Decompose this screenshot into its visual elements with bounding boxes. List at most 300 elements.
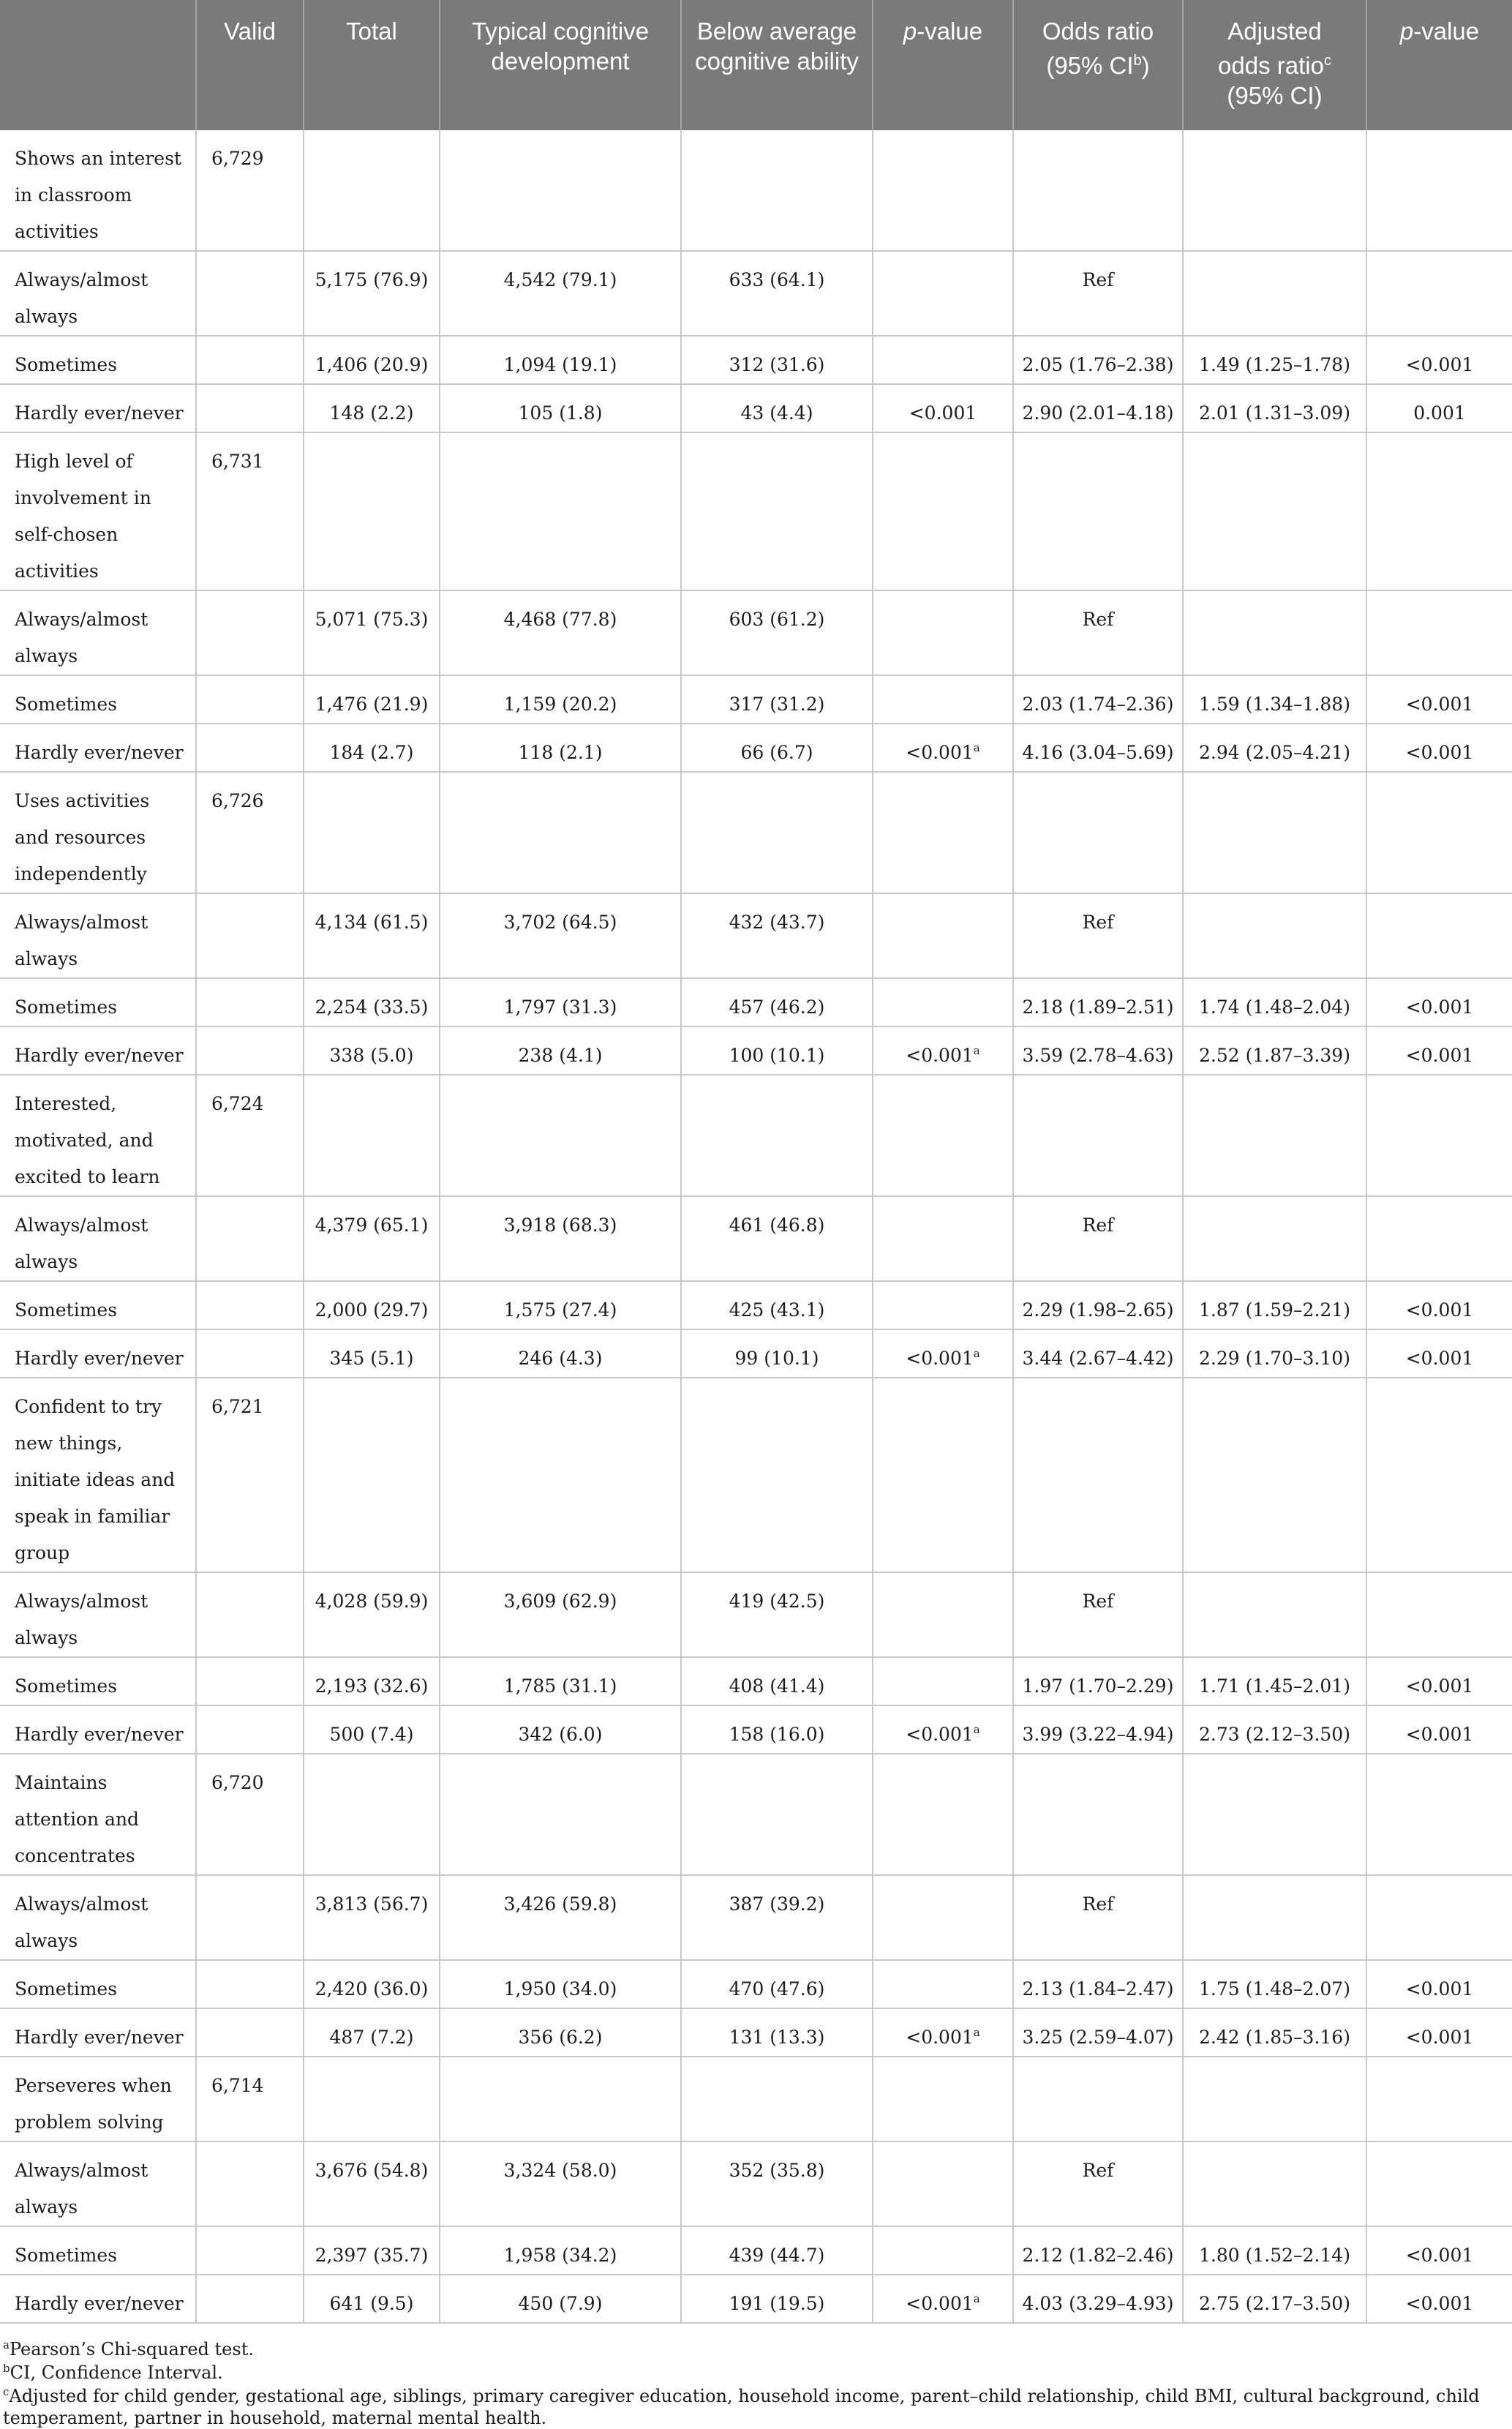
cell-typical — [440, 772, 681, 893]
cell-valid-text: 6,729 — [211, 148, 264, 169]
cell-pvalue-2 — [1366, 251, 1512, 336]
cell-pvalue-2-text: <0.001 — [1405, 1299, 1474, 1321]
cell-below — [681, 1875, 873, 1960]
cell-total — [304, 724, 440, 772]
cell-below — [681, 384, 873, 432]
row-label — [0, 251, 196, 336]
cell-adjusted-odds-ratio-text: 2.73 (2.12–3.50) — [1199, 1724, 1350, 1745]
cell-pvalue — [873, 2275, 1013, 2323]
cell-total — [304, 1960, 440, 2008]
cell-valid-text: 6,726 — [211, 790, 264, 811]
cell-typical-text: 1,797 (31.3) — [503, 996, 617, 1018]
cell-below-text: 439 (44.7) — [729, 2245, 825, 2266]
row-label-text: Always/almost always — [15, 912, 148, 969]
row-label — [0, 1572, 196, 1657]
cell-odds-ratio — [1013, 1378, 1183, 1572]
cell-adjusted-odds-ratio — [1183, 1875, 1366, 1960]
cell-pvalue — [873, 336, 1013, 384]
cell-total — [304, 978, 440, 1026]
cell-adjusted-odds-ratio-text: 1.80 (1.52–2.14) — [1199, 2245, 1350, 2266]
cell-pvalue-text: <0.001 — [906, 1348, 974, 1369]
cell-pvalue-2 — [1366, 336, 1512, 384]
cell-below — [681, 432, 873, 590]
cell-total-text: 2,000 (29.7) — [315, 1299, 429, 1321]
cell-total-text: 2,420 (36.0) — [315, 1978, 429, 2000]
cell-typical — [440, 978, 681, 1026]
cell-pvalue-2 — [1366, 772, 1512, 893]
table-row — [0, 978, 1512, 1026]
cell-pvalue — [873, 2057, 1013, 2141]
cell-typical — [440, 1572, 681, 1657]
row-label-text: Shows an interest in classroom activities — [15, 148, 181, 242]
row-label-text: Hardly ever/never — [15, 1348, 184, 1369]
cell-adjusted-odds-ratio — [1183, 724, 1366, 772]
cell-pvalue-2-text: <0.001 — [1405, 2245, 1474, 2266]
cell-pvalue-2 — [1366, 893, 1512, 978]
header-pvalue — [873, 0, 1013, 130]
table-row — [0, 1329, 1512, 1378]
cell-valid — [196, 432, 304, 590]
cell-total — [304, 1657, 440, 1705]
cell-total — [304, 1754, 440, 1875]
cell-odds-ratio-text: 3.44 (2.67–4.42) — [1022, 1348, 1174, 1369]
cell-typical-text: 3,324 (58.0) — [503, 2160, 617, 2181]
cell-adjusted-odds-ratio — [1183, 2057, 1366, 2141]
cell-adjusted-odds-ratio-text: 1.75 (1.48–2.07) — [1199, 1978, 1350, 2000]
cell-adjusted-odds-ratio-text: 1.87 (1.59–2.21) — [1199, 1299, 1350, 1321]
row-label-text: Always/almost always — [15, 1893, 148, 1951]
cell-total — [304, 2226, 440, 2275]
row-label-text: Always/almost always — [15, 269, 148, 327]
cell-adjusted-odds-ratio — [1183, 130, 1366, 251]
cell-pvalue-2 — [1366, 1572, 1512, 1657]
row-label-text: Always/almost always — [15, 1591, 148, 1648]
cell-pvalue-2 — [1366, 1960, 1512, 2008]
cell-odds-ratio — [1013, 724, 1183, 772]
cell-pvalue-2 — [1366, 2057, 1512, 2141]
cell-pvalue-text: <0.001 — [906, 2027, 974, 2048]
row-label-text: Always/almost always — [15, 609, 148, 667]
table-row — [0, 2141, 1512, 2226]
cell-below-text: 100 (10.1) — [729, 1045, 825, 1066]
cell-odds-ratio — [1013, 130, 1183, 251]
cell-typical — [440, 2275, 681, 2323]
cell-adjusted-odds-ratio — [1183, 1572, 1366, 1657]
cell-total-text: 3,676 (54.8) — [315, 2160, 429, 2181]
cell-below-text: 99 (10.1) — [734, 1348, 819, 1369]
cell-below-text: 633 (64.1) — [729, 269, 825, 290]
pvalue-footnote-mark: a — [973, 1044, 980, 1057]
row-label-text: Hardly ever/never — [15, 2027, 184, 2048]
cell-pvalue — [873, 432, 1013, 590]
cell-odds-ratio-text: Ref — [1082, 2160, 1114, 2181]
row-label — [0, 130, 196, 251]
cell-odds-ratio — [1013, 675, 1183, 724]
cell-adjusted-odds-ratio — [1183, 1281, 1366, 1329]
cell-total — [304, 336, 440, 384]
cell-pvalue — [873, 1196, 1013, 1281]
cell-odds-ratio-text: Ref — [1082, 1214, 1114, 1236]
cell-typical — [440, 336, 681, 384]
cell-odds-ratio-text: 3.59 (2.78–4.63) — [1022, 1045, 1174, 1066]
row-label — [0, 1196, 196, 1281]
cell-typical-text: 4,542 (79.1) — [503, 269, 617, 290]
cell-odds-ratio-text: Ref — [1082, 1893, 1114, 1915]
cell-below-text: 191 (19.5) — [729, 2293, 825, 2314]
row-label — [0, 1281, 196, 1329]
header-or-line1: Odds ratio — [1042, 18, 1154, 45]
cell-odds-ratio — [1013, 2008, 1183, 2057]
cell-odds-ratio-text: 2.18 (1.89–2.51) — [1022, 996, 1174, 1018]
cell-typical — [440, 2057, 681, 2141]
cell-total — [304, 2141, 440, 2226]
cell-typical-text: 3,702 (64.5) — [503, 912, 617, 933]
cell-pvalue — [873, 1875, 1013, 1960]
cell-odds-ratio — [1013, 1281, 1183, 1329]
row-label — [0, 675, 196, 724]
cell-valid — [196, 1075, 304, 1196]
row-label-text: Sometimes — [15, 2245, 118, 2266]
cell-odds-ratio — [1013, 2226, 1183, 2275]
row-label — [0, 772, 196, 893]
cell-adjusted-odds-ratio-text: 1.71 (1.45–2.01) — [1199, 1675, 1350, 1697]
cell-total — [304, 1329, 440, 1378]
cell-below — [681, 2057, 873, 2141]
cell-odds-ratio — [1013, 1329, 1183, 1378]
cell-adjusted-odds-ratio-text: 2.29 (1.70–3.10) — [1199, 1348, 1350, 1369]
cell-total-text: 345 (5.1) — [329, 1348, 414, 1369]
footnote — [3, 2385, 1512, 2429]
cell-below-text: 425 (43.1) — [729, 1299, 825, 1321]
header-pvalue2-rest: -value — [1413, 18, 1480, 45]
cell-below — [681, 590, 873, 675]
cell-odds-ratio-text: Ref — [1082, 1591, 1114, 1612]
cell-total — [304, 772, 440, 893]
cell-adjusted-odds-ratio — [1183, 978, 1366, 1026]
cell-typical — [440, 1196, 681, 1281]
cell-odds-ratio — [1013, 1572, 1183, 1657]
cell-odds-ratio-text: 2.05 (1.76–2.38) — [1022, 354, 1174, 375]
cell-typical-text: 105 (1.8) — [518, 402, 603, 424]
cell-odds-ratio-text: Ref — [1082, 269, 1114, 290]
header-or-close: ) — [1141, 52, 1150, 79]
cell-pvalue-2 — [1366, 1329, 1512, 1378]
cell-pvalue — [873, 1378, 1013, 1572]
header-aor-line1: Adjusted — [1227, 18, 1322, 45]
header-pvalue2-letter: p — [1399, 18, 1414, 45]
cell-valid — [196, 1196, 304, 1281]
header-or-sup: b — [1133, 53, 1142, 69]
cell-pvalue-2 — [1366, 1196, 1512, 1281]
cell-valid — [196, 724, 304, 772]
cell-pvalue — [873, 978, 1013, 1026]
cell-typical — [440, 1075, 681, 1196]
cell-odds-ratio — [1013, 1754, 1183, 1875]
cell-typical — [440, 384, 681, 432]
row-label-text: High level of involvement in self-chosen activities — [15, 451, 151, 582]
cell-valid — [196, 1329, 304, 1378]
cell-pvalue-text: <0.001 — [906, 1724, 974, 1745]
cell-pvalue — [873, 590, 1013, 675]
cell-valid-text: 6,731 — [211, 451, 264, 472]
cell-valid — [196, 1705, 304, 1754]
cell-below — [681, 336, 873, 384]
cell-valid — [196, 978, 304, 1026]
cell-pvalue — [873, 1960, 1013, 2008]
cell-pvalue-2 — [1366, 978, 1512, 1026]
cell-adjusted-odds-ratio-text: 2.01 (1.31–3.09) — [1199, 402, 1350, 424]
cell-below-text: 603 (61.2) — [729, 609, 825, 630]
cell-below-text: 408 (41.4) — [729, 1675, 825, 1697]
cell-below — [681, 1378, 873, 1572]
row-label — [0, 2141, 196, 2226]
cell-typical — [440, 432, 681, 590]
cell-total-text: 4,379 (65.1) — [315, 1214, 429, 1236]
cell-pvalue-text: <0.001 — [906, 1045, 974, 1066]
cell-typical — [440, 1329, 681, 1378]
cell-adjusted-odds-ratio — [1183, 1075, 1366, 1196]
cell-below-text: 43 (4.4) — [740, 402, 813, 424]
cell-valid-text: 6,714 — [211, 2075, 264, 2096]
cell-below — [681, 1960, 873, 2008]
cell-adjusted-odds-ratio — [1183, 336, 1366, 384]
cell-valid-text: 6,720 — [211, 1772, 264, 1793]
row-label — [0, 1075, 196, 1196]
cell-typical — [440, 1754, 681, 1875]
row-label — [0, 1026, 196, 1075]
cell-pvalue — [873, 384, 1013, 432]
cell-odds-ratio — [1013, 1026, 1183, 1075]
cell-valid — [196, 251, 304, 336]
cell-pvalue-2 — [1366, 1754, 1512, 1875]
cell-adjusted-odds-ratio — [1183, 432, 1366, 590]
cell-odds-ratio-text: Ref — [1082, 912, 1114, 933]
cell-below-text: 131 (13.3) — [729, 2027, 825, 2048]
cell-typical — [440, 2226, 681, 2275]
row-label — [0, 2057, 196, 2141]
footnote-mark: a — [3, 2338, 10, 2351]
cell-total-text: 184 (2.7) — [329, 742, 414, 763]
cell-below — [681, 724, 873, 772]
table-row — [0, 1960, 1512, 2008]
cell-odds-ratio-text: 2.03 (1.74–2.36) — [1022, 694, 1174, 715]
cell-valid — [196, 1572, 304, 1657]
row-label — [0, 1378, 196, 1572]
cell-below-text: 461 (46.8) — [729, 1214, 825, 1236]
cell-typical — [440, 1378, 681, 1572]
cell-total — [304, 251, 440, 336]
cell-pvalue — [873, 1329, 1013, 1378]
footnote — [3, 2338, 1512, 2360]
table-header — [0, 0, 1512, 130]
cell-total-text: 5,071 (75.3) — [315, 609, 429, 630]
pvalue-footnote-mark: a — [973, 1347, 980, 1360]
table-body — [0, 130, 1512, 2323]
cell-pvalue-2 — [1366, 432, 1512, 590]
cell-typical — [440, 1281, 681, 1329]
cell-total-text: 487 (7.2) — [329, 2027, 414, 2048]
cell-odds-ratio — [1013, 1960, 1183, 2008]
cell-below — [681, 2141, 873, 2226]
cell-total — [304, 2057, 440, 2141]
cell-typical — [440, 675, 681, 724]
cell-total — [304, 1196, 440, 1281]
row-label — [0, 432, 196, 590]
cell-pvalue — [873, 251, 1013, 336]
row-label-text: Sometimes — [15, 694, 118, 715]
cell-typical — [440, 1960, 681, 2008]
table-row — [0, 590, 1512, 675]
row-label-text: Sometimes — [15, 354, 118, 375]
cell-valid — [196, 1281, 304, 1329]
cell-pvalue-2-text: <0.001 — [1405, 1675, 1474, 1697]
cell-odds-ratio-text: 1.97 (1.70–2.29) — [1022, 1675, 1174, 1697]
cell-valid — [196, 772, 304, 893]
cell-odds-ratio — [1013, 978, 1183, 1026]
cell-typical-text: 1,575 (27.4) — [503, 1299, 617, 1321]
cell-pvalue — [873, 772, 1013, 893]
cell-odds-ratio — [1013, 1196, 1183, 1281]
cell-below-text: 352 (35.8) — [729, 2160, 825, 2181]
cell-adjusted-odds-ratio — [1183, 384, 1366, 432]
cell-valid — [196, 336, 304, 384]
cell-typical-text: 118 (2.1) — [518, 742, 603, 763]
cell-typical — [440, 1705, 681, 1754]
cell-pvalue-2 — [1366, 675, 1512, 724]
cell-pvalue-2-text: 0.001 — [1413, 402, 1466, 424]
table-section-row — [0, 1754, 1512, 1875]
cell-adjusted-odds-ratio — [1183, 2141, 1366, 2226]
cell-total-text: 5,175 (76.9) — [315, 269, 429, 290]
cell-typical-text: 238 (4.1) — [518, 1045, 603, 1066]
cell-below — [681, 772, 873, 893]
cell-odds-ratio-text: 2.13 (1.84–2.47) — [1022, 1978, 1174, 2000]
cell-typical — [440, 1875, 681, 1960]
cell-pvalue-2 — [1366, 2141, 1512, 2226]
cell-typical — [440, 1026, 681, 1075]
cell-below — [681, 1329, 873, 1378]
header-total: Total — [304, 0, 440, 130]
cell-odds-ratio — [1013, 772, 1183, 893]
cell-total — [304, 1572, 440, 1657]
cell-adjusted-odds-ratio-text: 2.42 (1.85–3.16) — [1199, 2027, 1350, 2048]
cell-odds-ratio-text: 2.12 (1.82–2.46) — [1022, 2245, 1174, 2266]
header-valid: Valid — [196, 0, 304, 130]
cell-total-text: 2,397 (35.7) — [315, 2245, 429, 2266]
cell-pvalue-text: <0.001 — [906, 742, 974, 763]
cell-typical-text: 4,468 (77.8) — [503, 609, 617, 630]
cell-valid — [196, 893, 304, 978]
cell-pvalue — [873, 893, 1013, 978]
cell-below — [681, 675, 873, 724]
pvalue-footnote-mark: a — [973, 2292, 980, 2305]
cell-adjusted-odds-ratio — [1183, 1026, 1366, 1075]
cell-adjusted-odds-ratio — [1183, 2008, 1366, 2057]
cell-pvalue — [873, 2008, 1013, 2057]
row-label — [0, 2226, 196, 2275]
cell-typical — [440, 1657, 681, 1705]
header-odds-ratio — [1013, 0, 1183, 130]
cell-pvalue — [873, 130, 1013, 251]
table-row — [0, 2226, 1512, 2275]
table-row — [0, 2275, 1512, 2323]
header-typical: Typical cognitive development — [440, 0, 681, 130]
cell-typical-text: 1,159 (20.2) — [503, 694, 617, 715]
cell-valid — [196, 2057, 304, 2141]
row-label — [0, 336, 196, 384]
cell-below — [681, 1075, 873, 1196]
header-aor-line2: odds ratio — [1218, 52, 1324, 79]
cell-adjusted-odds-ratio — [1183, 1378, 1366, 1572]
cell-pvalue-2-text: <0.001 — [1405, 2293, 1474, 2314]
row-label-text: Hardly ever/never — [15, 742, 184, 763]
cell-pvalue — [873, 724, 1013, 772]
cell-odds-ratio — [1013, 384, 1183, 432]
cell-below-text: 66 (6.7) — [740, 742, 813, 763]
table-section-row — [0, 1378, 1512, 1572]
cell-pvalue-2-text: <0.001 — [1405, 2027, 1474, 2048]
cell-odds-ratio — [1013, 1875, 1183, 1960]
cell-below-text: 158 (16.0) — [729, 1724, 825, 1745]
cell-pvalue-2-text: <0.001 — [1405, 354, 1474, 375]
pvalue-footnote-mark: a — [973, 1723, 980, 1736]
cell-total-text: 1,406 (20.9) — [315, 354, 429, 375]
row-label — [0, 1705, 196, 1754]
table-row — [0, 1281, 1512, 1329]
row-label — [0, 893, 196, 978]
cell-pvalue — [873, 675, 1013, 724]
cell-odds-ratio — [1013, 432, 1183, 590]
cell-odds-ratio-text: Ref — [1082, 609, 1114, 630]
cell-valid — [196, 675, 304, 724]
cell-below-text: 457 (46.2) — [729, 996, 825, 1018]
row-label-text: Perseveres when problem solving — [15, 2075, 172, 2133]
cell-typical-text: 246 (4.3) — [518, 1348, 603, 1369]
cell-below-text: 419 (42.5) — [729, 1591, 825, 1612]
cell-typical — [440, 130, 681, 251]
cell-pvalue-2 — [1366, 1281, 1512, 1329]
row-label-text: Interested, motivated, and excited to learn — [15, 1093, 160, 1187]
cell-below — [681, 1196, 873, 1281]
cell-pvalue-2 — [1366, 2008, 1512, 2057]
cell-odds-ratio-text: 3.25 (2.59–4.07) — [1022, 2027, 1174, 2048]
cell-pvalue-2 — [1366, 1075, 1512, 1196]
cell-total — [304, 2275, 440, 2323]
cell-pvalue-2 — [1366, 384, 1512, 432]
cell-total-text: 4,134 (61.5) — [315, 912, 429, 933]
cell-adjusted-odds-ratio — [1183, 1705, 1366, 1754]
cell-odds-ratio — [1013, 2275, 1183, 2323]
table-row — [0, 724, 1512, 772]
cell-total-text: 148 (2.2) — [329, 402, 414, 424]
cell-total — [304, 1875, 440, 1960]
cell-pvalue — [873, 1075, 1013, 1196]
cell-pvalue — [873, 1657, 1013, 1705]
table-row — [0, 2008, 1512, 2057]
cell-valid — [196, 590, 304, 675]
row-label-text: Maintains attention and concentrates — [15, 1772, 140, 1866]
table-row — [0, 384, 1512, 432]
cell-below — [681, 2275, 873, 2323]
row-label — [0, 724, 196, 772]
cell-pvalue-text: <0.001 — [906, 2293, 974, 2314]
header-below: Below average cognitive ability — [681, 0, 873, 130]
cell-below-text: 387 (39.2) — [729, 1893, 825, 1915]
cell-adjusted-odds-ratio-text: 1.49 (1.25–1.78) — [1199, 354, 1350, 375]
cell-pvalue-2 — [1366, 2226, 1512, 2275]
cell-total-text: 641 (9.5) — [329, 2293, 414, 2314]
cell-valid — [196, 2275, 304, 2323]
